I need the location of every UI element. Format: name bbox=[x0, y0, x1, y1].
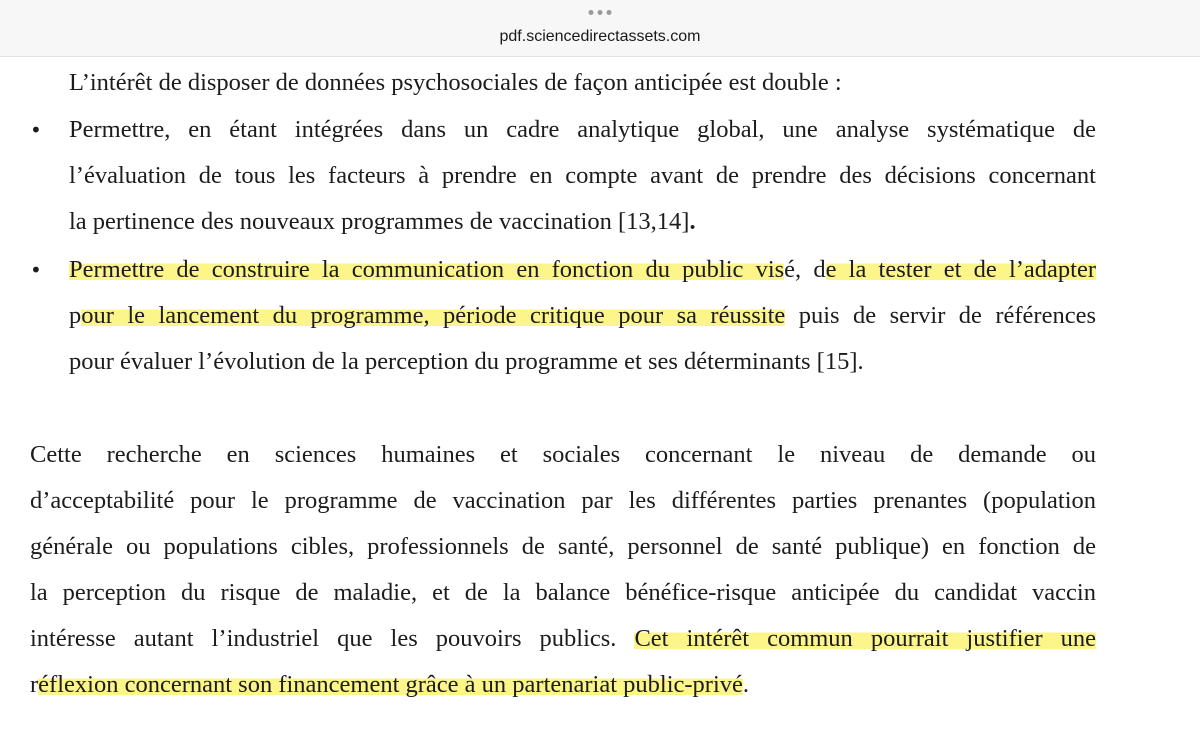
highlight: Cet intérêt commun pourrait justifier une bbox=[634, 625, 1096, 652]
highlight: éflexion concernant son financement grâce à un partenariat public-privé bbox=[38, 671, 743, 698]
more-options-icon[interactable] bbox=[589, 10, 612, 15]
intro-line: L’intérêt de disposer de données psychosociales de façon anticipée est double : bbox=[69, 69, 842, 96]
highlight: Permettre de construire la communication en fonction du public vis bbox=[69, 256, 785, 283]
paragraph-line2: d’acceptabilité pour le programme de vaccination par les différentes parties prenantes (population bbox=[30, 487, 1096, 514]
bullet-icon: • bbox=[30, 118, 42, 142]
pdf-document-page bbox=[0, 56, 1200, 755]
paragraph-line6: réflexion concernant son financement grâce à un partenariat public-privé. bbox=[30, 671, 750, 698]
bullet2-line2: pour le lancement du programme, période critique pour sa réussite puis de servir de références bbox=[69, 302, 1096, 329]
paragraph-line5: intéresse autant l’industriel que les pouvoirs publics. Cet intérêt commun pourrait justifier une bbox=[30, 625, 1096, 652]
highlight: our le lancement du programme, période critique pour sa réussite bbox=[81, 302, 786, 329]
bullet1-line2: l’évaluation de tous les facteurs à prendre en compte avant de prendre des décisions concernant bbox=[69, 162, 1096, 189]
bullet2-line1: Permettre de construire la communication en fonction du public visé, de la tester et de l’adapter bbox=[69, 256, 1096, 283]
paragraph-line3: générale ou populations cibles, professionnels de santé, personnel de santé publique) en fonction de bbox=[30, 533, 1096, 560]
bullet-icon: • bbox=[30, 258, 42, 282]
url-label[interactable]: pdf.sciencedirectassets.com bbox=[499, 28, 701, 45]
bullet1-line1: Permettre, en étant intégrées dans un cadre analytique global, une analyse systématique de bbox=[69, 116, 1096, 143]
paragraph-line4: la perception du risque de maladie, et de la balance bénéfice-risque anticipée du candidat vaccin bbox=[30, 579, 1096, 606]
bullet2-line3: pour évaluer l’évolution de la perception du programme et ses déterminants [15]. bbox=[69, 348, 864, 375]
bullet1-line3: la pertinence des nouveaux programmes de vaccination [13,14]. bbox=[69, 208, 696, 235]
browser-top-bar bbox=[0, 0, 1200, 57]
paragraph-line1: Cette recherche en sciences humaines et sociales concernant le niveau de demande ou bbox=[30, 441, 1096, 468]
highlight: e la tester et de l’adapter bbox=[825, 256, 1096, 283]
